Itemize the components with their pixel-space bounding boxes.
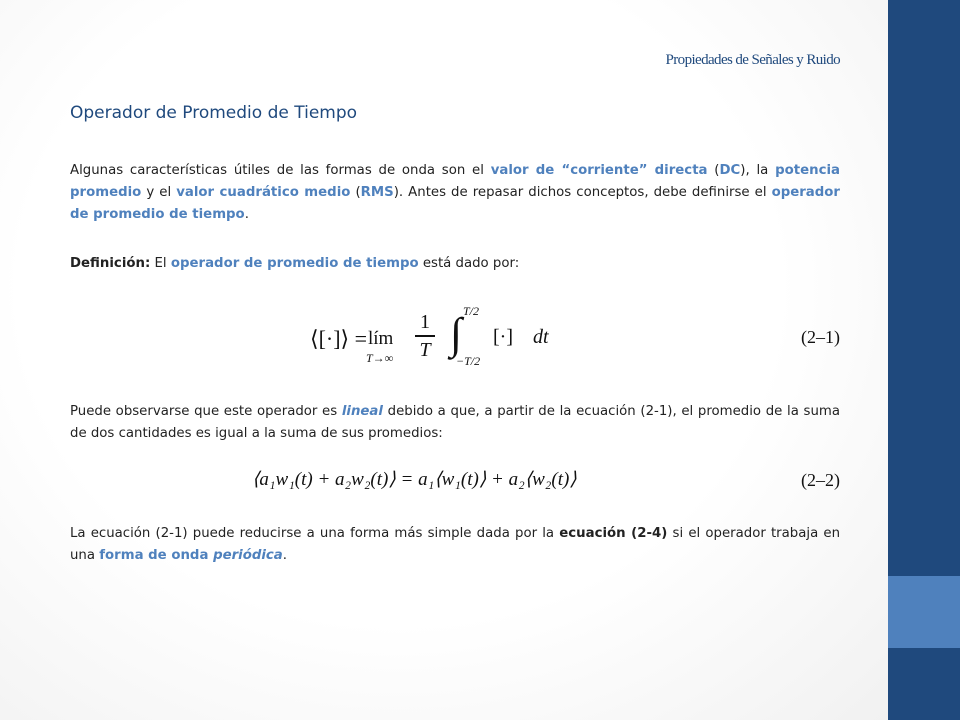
term-periodic: periódica <box>213 548 283 563</box>
equation-number: (2–2) <box>801 470 840 490</box>
eq-limit: lím <box>368 328 394 349</box>
eq-fraction-bar <box>415 335 435 337</box>
eq-integral-sign: ∫ <box>450 309 463 358</box>
term-time-average-operator: operador de promedio de tiempo <box>70 185 840 222</box>
paragraph-introduction <box>70 160 840 226</box>
eq-differential: dt <box>533 326 549 348</box>
term-linear: lineal <box>341 404 383 419</box>
term-dc: DC <box>719 163 741 178</box>
section-heading: Operador de Promedio de Tiempo <box>70 103 358 123</box>
term-average-power: potencia promedio <box>70 163 840 200</box>
text-run: debido a que, a partir de la ecuación (2-1), el promedio de la suma de dos cantidades es igual a la suma de sus promedios: <box>70 404 840 441</box>
text-run: si el operador trabaja en una <box>70 526 840 563</box>
equation-body: ⟨a₁w₁(t) + a₂w₂(t)⟩ = a₁⟨w₁(t)⟩ + a₂⟨w₂(t)⟩ <box>252 469 577 490</box>
eq-limit-subscript: T→∞ <box>366 351 394 365</box>
eq-fraction-numerator: 1 <box>420 311 430 333</box>
equation-number: (2–1) <box>801 327 840 347</box>
sidebar-accent-block <box>888 576 960 648</box>
term-time-average-operator: operador de promedio de tiempo <box>170 256 419 271</box>
text-run: . <box>244 207 249 222</box>
text-run: ), la <box>740 163 776 178</box>
eq-fraction <box>415 310 435 362</box>
slide-header-title: Propiedades de Señales y Ruido <box>665 52 840 68</box>
term-dc-value: valor de “corriente” directa <box>490 163 708 178</box>
text-run: ( <box>707 163 720 178</box>
text-run: ). Antes de repasar dichos conceptos, debe definirse el <box>393 185 772 200</box>
equation-reference: ecuación (2-4) <box>559 526 668 541</box>
text-run: y el <box>141 185 177 200</box>
eq-integral-lower-limit: −T/2 <box>456 354 481 368</box>
definition-label: Definición: <box>70 256 151 271</box>
eq-integral-upper-limit: T/2 <box>463 304 480 318</box>
text-run: está dado por: <box>418 256 520 271</box>
eq-lhs: ⟨[·]⟩ = <box>310 326 368 351</box>
paragraph-linearity <box>70 401 840 445</box>
text-run: Puede observarse que este operador es <box>70 404 342 419</box>
text-run: El <box>150 256 171 271</box>
paragraph-definition <box>70 253 840 275</box>
equation-time-average <box>70 304 840 370</box>
equation-linearity <box>70 466 840 496</box>
text-run: La ecuación (2-1) puede reducirse a una forma más simple dada por la <box>70 526 560 541</box>
text-run: . <box>282 548 288 563</box>
sidebar-panel-bottom <box>888 648 960 720</box>
term-rms-value: valor cuadrático medio <box>176 185 351 200</box>
text-run: ( <box>350 185 361 200</box>
text-run: Algunas características útiles de las formas de onda son el <box>70 163 491 178</box>
term-rms: RMS <box>360 185 394 200</box>
eq-integrand: [·] <box>493 326 513 348</box>
paragraph-periodic <box>70 523 840 567</box>
eq-fraction-denominator: T <box>419 338 431 361</box>
sidebar-panel-top <box>888 0 960 576</box>
term-waveform: forma de onda <box>99 548 214 563</box>
